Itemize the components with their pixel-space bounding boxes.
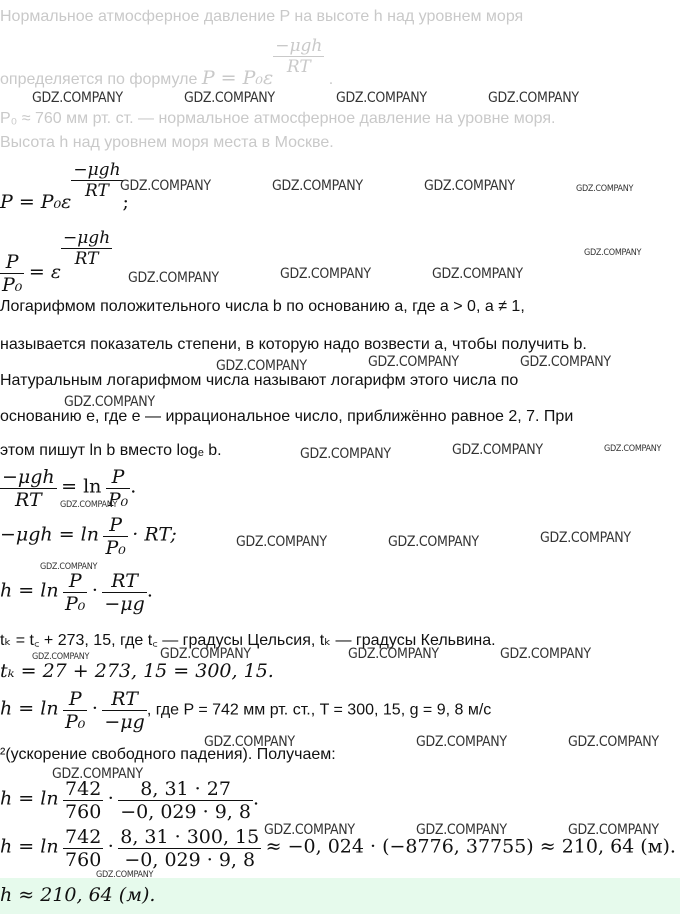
watermark: GDZ.COMPANY: [60, 500, 118, 510]
formula-step-1: P = P₀ε $\frac{\text{−μgh}}{RT}$ ;: [0, 160, 129, 213]
ln-definition-line-2: основанию e, где e — иррациональное число, приближённо равное 2, 7. При: [0, 408, 574, 425]
formula-step-3: $\frac{\text{−μgh}}{RT}$ = ln $\frac{P}{\text{P₀}}$ .: [2, 466, 137, 511]
watermark: GDZ.COMPANY: [576, 184, 634, 194]
watermark: GDZ.COMPANY: [416, 822, 507, 838]
watermark: GDZ.COMPANY: [32, 652, 90, 662]
watermark: GDZ.COMPANY: [120, 178, 211, 194]
watermark: GDZ.COMPANY: [416, 734, 507, 750]
formula-step-6-line-2: ²(ускорение свободного падения). Получаем:: [0, 746, 336, 763]
formula-step-8: h = ln $\frac{742}{760}$ · $\frac{8, 31 \cdot 300, 15}{-0, 029 \cdot 9, 8}$ ≈ −0, 024 · (−8776, 37755) ≈ 210, 64 (м).: [0, 826, 676, 871]
formula-step-5: h = ln $\frac{P}{\text{P₀}}$ · $\frac{RT}{-\mu g}$ .: [0, 570, 153, 615]
intro-line-2: определяется по формуле P = P₀ε $\frac{\text{−μgh}}{RT}$ .: [0, 36, 334, 89]
watermark: GDZ.COMPANY: [160, 646, 251, 662]
watermark: GDZ.COMPANY: [40, 562, 98, 572]
formula-step-6: h = ln $\frac{P}{\text{P₀}}$ · $\frac{RT}{-\mu g}$ , где P = 742 мм рт. ст., T = 300, 15, g = 9, 8 м/с: [0, 688, 492, 733]
ln-definition-line-1: Натуральным логарифмом числа называют логарифм этого числа по: [0, 372, 519, 389]
watermark: GDZ.COMPANY: [368, 354, 459, 370]
watermark: GDZ.COMPANY: [520, 354, 611, 370]
watermark: GDZ.COMPANY: [388, 534, 479, 550]
watermark: GDZ.COMPANY: [584, 248, 642, 258]
watermark: GDZ.COMPANY: [64, 394, 155, 410]
watermark: GDZ.COMPANY: [216, 358, 307, 374]
watermark: GDZ.COMPANY: [264, 822, 355, 838]
watermark: GDZ.COMPANY: [128, 270, 219, 286]
watermark: GDZ.COMPANY: [540, 530, 631, 546]
watermark: GDZ.COMPANY: [432, 266, 523, 282]
watermark: GDZ.COMPANY: [424, 178, 515, 194]
formula-step-4: −μgh = ln $\frac{P}{\text{P₀}}$ · RT;: [0, 514, 177, 559]
watermark: GDZ.COMPANY: [236, 534, 327, 550]
kelvin-line-2: tₖ = 27 + 273, 15 = 300, 15.: [0, 660, 274, 682]
watermark: GDZ.COMPANY: [272, 178, 363, 194]
watermark: GDZ.COMPANY: [604, 444, 662, 454]
watermark: GDZ.COMPANY: [204, 734, 295, 750]
watermark: GDZ.COMPANY: [96, 870, 154, 880]
watermark: GDZ.COMPANY: [336, 90, 427, 106]
watermark: GDZ.COMPANY: [500, 646, 591, 662]
watermark: GDZ.COMPANY: [348, 646, 439, 662]
log-definition-line-1: Логарифмом положительного числа b по основанию a, где a > 0, a ≠ 1,: [0, 298, 525, 315]
log-definition-line-2: называется показатель степени, в которую надо возвести a, чтобы получить b.: [0, 336, 587, 353]
watermark: GDZ.COMPANY: [280, 266, 371, 282]
watermark: GDZ.COMPANY: [568, 734, 659, 750]
final-answer: h ≈ 210, 64 (м).: [0, 884, 156, 906]
watermark: GDZ.COMPANY: [52, 766, 143, 782]
intro-line-3: P₀ ≈ 760 мм рт. ст. — нормальное атмосферное давление на уровне моря.: [0, 110, 556, 127]
ln-definition-line-3: этом пишут ln b вместо logₑ b.: [0, 442, 222, 459]
watermark: GDZ.COMPANY: [32, 90, 123, 106]
watermark: GDZ.COMPANY: [184, 90, 275, 106]
intro-line-4: Высота h над уровнем моря места в Москве.: [0, 134, 334, 151]
watermark: GDZ.COMPANY: [568, 822, 659, 838]
intro-line-1: Нормальное атмосферное давление P на высоте h над уровнем моря: [0, 8, 524, 25]
watermark: GDZ.COMPANY: [300, 446, 391, 462]
kelvin-line-1: tₖ = t꜀ + 273, 15, где t꜀ — градусы Цельсия, tₖ — градусы Кельвина.: [0, 632, 496, 649]
watermark: GDZ.COMPANY: [488, 90, 579, 106]
formula-step-7: h = ln $\frac{742}{760}$ · $\frac{8, 31 \cdot 27}{-0, 029 \cdot 9, 8}$ .: [0, 778, 260, 823]
formula-step-2: $\frac{P}{\text{P₀}}$ = ε $\frac{\text{−μgh}}{RT}$: [2, 228, 111, 297]
watermark: GDZ.COMPANY: [452, 442, 543, 458]
